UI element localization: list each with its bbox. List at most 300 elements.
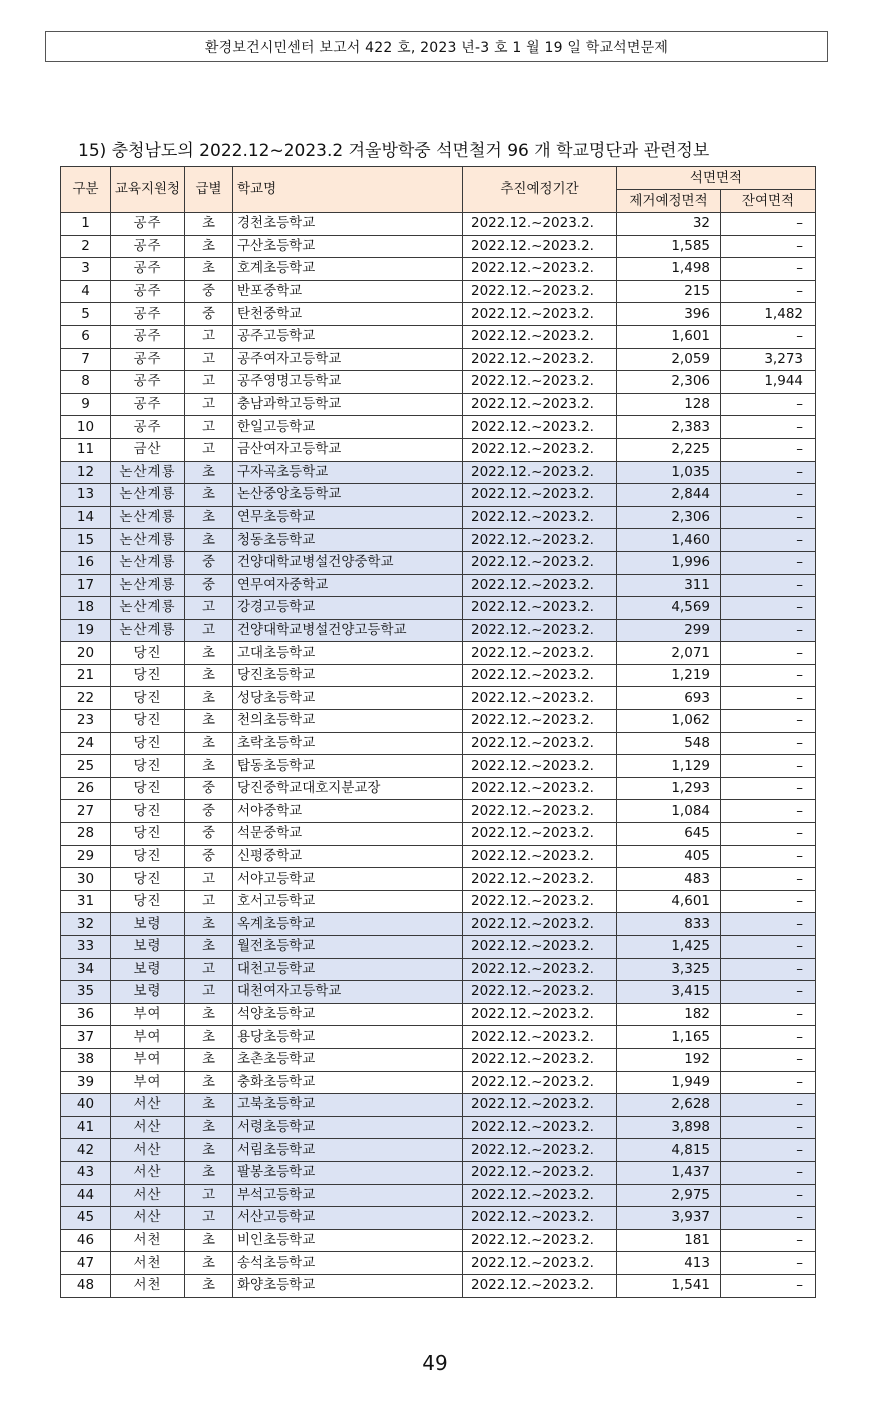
cell-period: 2022.12.~2023.2. [463,777,617,800]
cell-school-name: 강경고등학교 [233,597,463,620]
cell-no: 36 [61,1003,111,1026]
cell-office: 공주 [111,235,185,258]
cell-remaining-area: – [721,642,816,665]
cell-office: 논산계룡 [111,574,185,597]
header-office: 교육지원청 [111,167,185,213]
cell-school-name: 석양초등학교 [233,1003,463,1026]
cell-removal-area: 645 [617,823,721,846]
cell-no: 21 [61,664,111,687]
cell-level: 초 [185,1048,233,1071]
cell-level: 고 [185,1184,233,1207]
cell-no: 38 [61,1048,111,1071]
cell-level: 고 [185,393,233,416]
cell-office: 서산 [111,1207,185,1230]
cell-period: 2022.12.~2023.2. [463,868,617,891]
cell-period: 2022.12.~2023.2. [463,235,617,258]
cell-remaining-area: – [721,1161,816,1184]
cell-office: 서산 [111,1184,185,1207]
cell-removal-area: 1,437 [617,1161,721,1184]
cell-level: 초 [185,710,233,733]
table-row [61,1003,816,1026]
cell-office: 공주 [111,280,185,303]
cell-remaining-area: – [721,393,816,416]
cell-school-name: 연무초등학교 [233,506,463,529]
cell-school-name: 당진초등학교 [233,664,463,687]
cell-no: 2 [61,235,111,258]
cell-period: 2022.12.~2023.2. [463,845,617,868]
cell-level: 초 [185,258,233,281]
cell-no: 5 [61,303,111,326]
cell-period: 2022.12.~2023.2. [463,1207,617,1230]
cell-office: 서산 [111,1116,185,1139]
cell-no: 45 [61,1207,111,1230]
cell-school-name: 공주여자고등학교 [233,348,463,371]
cell-school-name: 고대초등학교 [233,642,463,665]
cell-no: 16 [61,551,111,574]
cell-no: 8 [61,371,111,394]
cell-remaining-area: – [721,325,816,348]
cell-no: 25 [61,755,111,778]
cell-no: 18 [61,597,111,620]
cell-level: 중 [185,551,233,574]
table-row [61,777,816,800]
cell-period: 2022.12.~2023.2. [463,732,617,755]
cell-removal-area: 1,293 [617,777,721,800]
cell-no: 22 [61,687,111,710]
table-row [61,1071,816,1094]
cell-period: 2022.12.~2023.2. [463,1184,617,1207]
table-row [61,1274,816,1297]
cell-level: 초 [185,1274,233,1297]
table-row [61,574,816,597]
cell-no: 40 [61,1094,111,1117]
cell-school-name: 대천여자고등학교 [233,981,463,1004]
table-row [61,1026,816,1049]
cell-remaining-area: – [721,823,816,846]
cell-office: 공주 [111,416,185,439]
table-row [61,823,816,846]
cell-removal-area: 2,975 [617,1184,721,1207]
cell-period: 2022.12.~2023.2. [463,574,617,597]
cell-level: 초 [185,732,233,755]
cell-no: 37 [61,1026,111,1049]
table-row [61,529,816,552]
cell-office: 보령 [111,981,185,1004]
table-row [61,936,816,959]
cell-removal-area: 1,165 [617,1026,721,1049]
table-row [61,913,816,936]
table-row [61,619,816,642]
cell-remaining-area: – [721,1003,816,1026]
cell-school-name: 탄천중학교 [233,303,463,326]
cell-school-name: 건양대학교병설건양고등학교 [233,619,463,642]
cell-removal-area: 1,949 [617,1071,721,1094]
cell-period: 2022.12.~2023.2. [463,1274,617,1297]
cell-office: 서천 [111,1229,185,1252]
cell-removal-area: 2,383 [617,416,721,439]
cell-office: 당진 [111,890,185,913]
cell-school-name: 구산초등학교 [233,235,463,258]
cell-level: 초 [185,1026,233,1049]
cell-office: 당진 [111,777,185,800]
cell-remaining-area: – [721,597,816,620]
cell-level: 초 [185,213,233,236]
cell-remaining-area: – [721,845,816,868]
cell-remaining-area: 3,273 [721,348,816,371]
cell-school-name: 화양초등학교 [233,1274,463,1297]
cell-school-name: 한일고등학교 [233,416,463,439]
cell-period: 2022.12.~2023.2. [463,800,617,823]
cell-period: 2022.12.~2023.2. [463,1071,617,1094]
cell-office: 부여 [111,1026,185,1049]
cell-remaining-area: 1,482 [721,303,816,326]
cell-office: 당진 [111,800,185,823]
cell-no: 14 [61,506,111,529]
cell-removal-area: 1,460 [617,529,721,552]
cell-period: 2022.12.~2023.2. [463,958,617,981]
cell-period: 2022.12.~2023.2. [463,755,617,778]
table-row [61,506,816,529]
cell-remaining-area: – [721,800,816,823]
cell-no: 41 [61,1116,111,1139]
cell-office: 서천 [111,1252,185,1275]
cell-no: 35 [61,981,111,1004]
cell-no: 44 [61,1184,111,1207]
table-row [61,1161,816,1184]
cell-period: 2022.12.~2023.2. [463,416,617,439]
cell-remaining-area: 1,944 [721,371,816,394]
cell-level: 고 [185,619,233,642]
report-title: 환경보건시민센터 보고서 422 호, 2023 년-3 호 1 월 19 일 학교석면문제 [204,39,669,56]
cell-level: 중 [185,800,233,823]
cell-period: 2022.12.~2023.2. [463,619,617,642]
cell-school-name: 고북초등학교 [233,1094,463,1117]
cell-office: 논산계룡 [111,597,185,620]
cell-office: 논산계룡 [111,551,185,574]
cell-removal-area: 4,815 [617,1139,721,1162]
cell-no: 19 [61,619,111,642]
cell-removal-area: 182 [617,1003,721,1026]
cell-remaining-area: – [721,461,816,484]
cell-office: 논산계룡 [111,506,185,529]
table-row [61,1094,816,1117]
cell-removal-area: 128 [617,393,721,416]
cell-office: 논산계룡 [111,461,185,484]
header-level: 급별 [185,167,233,213]
cell-period: 2022.12.~2023.2. [463,280,617,303]
cell-removal-area: 1,601 [617,325,721,348]
cell-period: 2022.12.~2023.2. [463,823,617,846]
cell-level: 초 [185,1003,233,1026]
cell-level: 고 [185,890,233,913]
table-row [61,710,816,733]
cell-level: 초 [185,1116,233,1139]
cell-remaining-area: – [721,529,816,552]
table-row [61,484,816,507]
cell-remaining-area: – [721,1229,816,1252]
cell-office: 당진 [111,664,185,687]
cell-removal-area: 1,084 [617,800,721,823]
cell-school-name: 성당초등학교 [233,687,463,710]
cell-no: 12 [61,461,111,484]
cell-removal-area: 192 [617,1048,721,1071]
cell-period: 2022.12.~2023.2. [463,393,617,416]
cell-remaining-area: – [721,1026,816,1049]
cell-office: 서산 [111,1139,185,1162]
cell-level: 초 [185,484,233,507]
cell-level: 중 [185,777,233,800]
cell-school-name: 석문중학교 [233,823,463,846]
cell-remaining-area: – [721,280,816,303]
cell-period: 2022.12.~2023.2. [463,258,617,281]
table-row [61,1252,816,1275]
cell-remaining-area: – [721,958,816,981]
cell-school-name: 논산중앙초등학교 [233,484,463,507]
cell-school-name: 호계초등학교 [233,258,463,281]
cell-level: 초 [185,1094,233,1117]
cell-school-name: 신평중학교 [233,845,463,868]
cell-period: 2022.12.~2023.2. [463,1003,617,1026]
cell-no: 13 [61,484,111,507]
cell-removal-area: 4,601 [617,890,721,913]
cell-no: 11 [61,438,111,461]
cell-remaining-area: – [721,235,816,258]
cell-removal-area: 483 [617,868,721,891]
cell-period: 2022.12.~2023.2. [463,664,617,687]
cell-period: 2022.12.~2023.2. [463,1048,617,1071]
cell-removal-area: 215 [617,280,721,303]
cell-period: 2022.12.~2023.2. [463,687,617,710]
cell-no: 48 [61,1274,111,1297]
cell-level: 고 [185,868,233,891]
cell-school-name: 초촌초등학교 [233,1048,463,1071]
cell-school-name: 공주고등학교 [233,325,463,348]
cell-removal-area: 1,541 [617,1274,721,1297]
cell-office: 부여 [111,1071,185,1094]
cell-removal-area: 1,219 [617,664,721,687]
cell-remaining-area: – [721,1139,816,1162]
cell-period: 2022.12.~2023.2. [463,1161,617,1184]
cell-level: 초 [185,642,233,665]
cell-removal-area: 413 [617,1252,721,1275]
cell-no: 33 [61,936,111,959]
table-row [61,755,816,778]
cell-remaining-area: – [721,619,816,642]
cell-level: 초 [185,529,233,552]
cell-period: 2022.12.~2023.2. [463,529,617,552]
cell-office: 당진 [111,823,185,846]
cell-no: 47 [61,1252,111,1275]
cell-period: 2022.12.~2023.2. [463,1252,617,1275]
cell-office: 당진 [111,868,185,891]
table-row [61,438,816,461]
cell-period: 2022.12.~2023.2. [463,981,617,1004]
table-row [61,845,816,868]
report-header [45,31,828,62]
cell-remaining-area: – [721,755,816,778]
cell-period: 2022.12.~2023.2. [463,213,617,236]
cell-school-name: 월전초등학교 [233,936,463,959]
cell-level: 초 [185,1071,233,1094]
table-row [61,732,816,755]
cell-removal-area: 1,129 [617,755,721,778]
table-row [61,461,816,484]
cell-level: 고 [185,325,233,348]
table-row [61,981,816,1004]
cell-office: 논산계룡 [111,484,185,507]
cell-removal-area: 2,844 [617,484,721,507]
cell-period: 2022.12.~2023.2. [463,1026,617,1049]
table-row [61,325,816,348]
table-row [61,1116,816,1139]
cell-level: 초 [185,755,233,778]
cell-period: 2022.12.~2023.2. [463,551,617,574]
header-asbestos-area: 석면면적 [617,167,816,190]
cell-remaining-area: – [721,1071,816,1094]
header-period: 추진예정기간 [463,167,617,213]
cell-office: 당진 [111,845,185,868]
cell-level: 초 [185,1139,233,1162]
cell-removal-area: 1,062 [617,710,721,733]
cell-school-name: 대천고등학교 [233,958,463,981]
cell-removal-area: 2,306 [617,506,721,529]
table-row [61,1184,816,1207]
cell-office: 보령 [111,958,185,981]
cell-period: 2022.12.~2023.2. [463,438,617,461]
cell-school-name: 초락초등학교 [233,732,463,755]
cell-remaining-area: – [721,1207,816,1230]
table-row [61,890,816,913]
cell-no: 7 [61,348,111,371]
cell-office: 공주 [111,258,185,281]
table-row [61,371,816,394]
table-row [61,868,816,891]
cell-removal-area: 311 [617,574,721,597]
cell-remaining-area: – [721,551,816,574]
cell-remaining-area: – [721,936,816,959]
cell-removal-area: 3,325 [617,958,721,981]
cell-period: 2022.12.~2023.2. [463,597,617,620]
cell-no: 1 [61,213,111,236]
cell-school-name: 경천초등학교 [233,213,463,236]
cell-remaining-area: – [721,258,816,281]
page-number: 49 [422,1351,448,1375]
cell-remaining-area: – [721,981,816,1004]
cell-no: 26 [61,777,111,800]
cell-school-name: 반포중학교 [233,280,463,303]
cell-no: 6 [61,325,111,348]
cell-school-name: 금산여자고등학교 [233,438,463,461]
cell-remaining-area: – [721,438,816,461]
cell-school-name: 송석초등학교 [233,1252,463,1275]
cell-remaining-area: – [721,777,816,800]
cell-remaining-area: – [721,506,816,529]
cell-remaining-area: – [721,416,816,439]
cell-no: 42 [61,1139,111,1162]
cell-level: 고 [185,1207,233,1230]
cell-removal-area: 299 [617,619,721,642]
table-row [61,1048,816,1071]
cell-period: 2022.12.~2023.2. [463,506,617,529]
school-table [60,166,816,1298]
cell-no: 4 [61,280,111,303]
cell-level: 초 [185,506,233,529]
cell-period: 2022.12.~2023.2. [463,325,617,348]
table-row [61,348,816,371]
cell-removal-area: 32 [617,213,721,236]
cell-school-name: 서야중학교 [233,800,463,823]
cell-school-name: 청동초등학교 [233,529,463,552]
cell-office: 서산 [111,1094,185,1117]
cell-office: 공주 [111,303,185,326]
cell-removal-area: 396 [617,303,721,326]
table-row [61,258,816,281]
cell-office: 논산계룡 [111,619,185,642]
cell-remaining-area: – [721,1048,816,1071]
cell-office: 부여 [111,1048,185,1071]
table-row [61,642,816,665]
cell-removal-area: 3,937 [617,1207,721,1230]
cell-office: 당진 [111,755,185,778]
cell-period: 2022.12.~2023.2. [463,710,617,733]
cell-period: 2022.12.~2023.2. [463,484,617,507]
cell-office: 공주 [111,213,185,236]
cell-remaining-area: – [721,213,816,236]
cell-removal-area: 833 [617,913,721,936]
cell-office: 공주 [111,325,185,348]
cell-school-name: 천의초등학교 [233,710,463,733]
table-row [61,416,816,439]
cell-school-name: 구자곡초등학교 [233,461,463,484]
cell-school-name: 탑동초등학교 [233,755,463,778]
table-body [61,213,816,1298]
cell-removal-area: 181 [617,1229,721,1252]
cell-level: 초 [185,664,233,687]
cell-level: 초 [185,461,233,484]
cell-no: 27 [61,800,111,823]
cell-school-name: 호서고등학교 [233,890,463,913]
cell-office: 공주 [111,393,185,416]
cell-removal-area: 548 [617,732,721,755]
cell-office: 당진 [111,642,185,665]
table-row [61,393,816,416]
header-school-name: 학교명 [233,167,463,213]
cell-school-name: 서야고등학교 [233,868,463,891]
cell-removal-area: 2,059 [617,348,721,371]
cell-remaining-area: – [721,1184,816,1207]
table-row [61,1229,816,1252]
cell-period: 2022.12.~2023.2. [463,303,617,326]
cell-level: 초 [185,235,233,258]
cell-office: 보령 [111,913,185,936]
cell-period: 2022.12.~2023.2. [463,1229,617,1252]
header-removal-area: 제거예정면적 [617,190,721,213]
cell-no: 17 [61,574,111,597]
cell-level: 초 [185,1161,233,1184]
cell-no: 20 [61,642,111,665]
header-no: 구분 [61,167,111,213]
table-row [61,213,816,236]
cell-period: 2022.12.~2023.2. [463,461,617,484]
cell-school-name: 팔봉초등학교 [233,1161,463,1184]
cell-school-name: 서림초등학교 [233,1139,463,1162]
cell-school-name: 충화초등학교 [233,1071,463,1094]
cell-removal-area: 405 [617,845,721,868]
cell-level: 고 [185,958,233,981]
table-row [61,687,816,710]
table-row [61,1139,816,1162]
cell-removal-area: 2,306 [617,371,721,394]
